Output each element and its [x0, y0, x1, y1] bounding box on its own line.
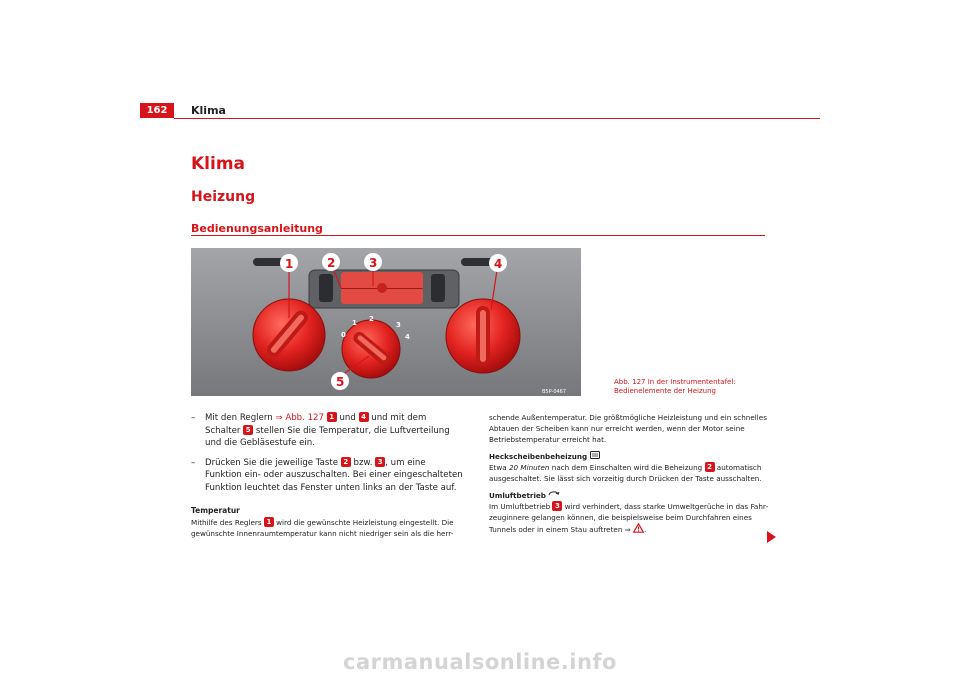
subsection-rule	[191, 235, 765, 236]
badge-3: 3	[552, 501, 562, 511]
badge-1: 1	[327, 412, 337, 422]
dial-number-1: 1	[352, 319, 357, 327]
figure-reference-link[interactable]: ⇒ Abb. 127	[275, 413, 324, 423]
rear-defrost-icon	[590, 451, 600, 459]
heckscheibe-heading: Heckscheibenbeheizung	[489, 451, 771, 462]
page-number: 162	[140, 103, 174, 118]
heater-control-figure	[191, 248, 581, 396]
badge-2: 2	[705, 462, 715, 472]
badge-5: 5	[243, 425, 253, 435]
instruction-item-1: – Mit den Reglern ⇒ Abb. 127 1 und 4 und mit dem Schalter 5 stellen Sie die Temperatur, die Luftverteilung und die Gebläsestufe ein.	[191, 413, 450, 449]
badge-2: 2	[341, 457, 351, 467]
callout-3: 3	[369, 256, 378, 270]
chapter-title: Klima	[191, 154, 246, 174]
dial-number-3: 3	[396, 321, 401, 329]
badge-4: 4	[359, 412, 369, 422]
recirculation-button	[377, 283, 387, 293]
callout-5: 5	[336, 375, 345, 389]
air-distribution-knob	[446, 299, 520, 373]
figure-code: B5P-0467	[542, 389, 567, 395]
heater-panel-illustration	[191, 248, 581, 396]
dial-number-2: 2	[369, 315, 374, 323]
callout-2: 2	[327, 256, 336, 270]
recirculation-icon	[548, 490, 560, 498]
dial-number-0: 0	[341, 331, 346, 339]
umluft-heading: Umluftbetrieb	[489, 490, 771, 501]
watermark: carmanualsonline.info	[343, 650, 617, 674]
subsection-title: Bedienungsanleitung	[191, 222, 323, 235]
badge-1: 1	[264, 517, 274, 527]
badge-3: 3	[375, 457, 385, 467]
callout-1: 1	[285, 257, 294, 271]
heckscheibe-paragraph: Etwa 20 Minuten nach dem Einschalten wird die Beheizung 2 automatisch ausgeschaltet. Sie lässt sich vorzeitig durch Drücken der Taste ausschalten.	[489, 463, 762, 483]
dial-number-4: 4	[405, 333, 410, 341]
figure-caption: Abb. 127 In der Instrumententafel: Bedienelemente der Heizung	[614, 378, 736, 395]
temperatur-paragraph: Mithilfe des Reglers 1 wird die gewünschte Heizleistung eingestellt. Die gewünschte Innenraumtemperatur kann nicht niedriger sein als die herr-	[191, 518, 454, 539]
section-title: Heizung	[191, 189, 256, 205]
running-title: Klima	[191, 104, 226, 117]
text-column-left	[191, 412, 463, 539]
umluft-paragraph: Im Umluftbetrieb 3 wird verhindert, dass starke Umweltgerüche in das Fahrzeuginnere gelangen können, die beispielsweise beim Durchfahren eines Tunnels oder in einem Stau auftreten ⇒ .	[489, 502, 769, 534]
callout-4: 4	[494, 257, 503, 271]
header-rule	[174, 118, 820, 119]
instruction-item-2: – Drücken Sie die jeweilige Taste 2 bzw. 3 , um eine Funktion ein- oder auszuschalten. Bei einer eingeschalteten Funktion leuchtet das Fenster unten links an der Taste auf.	[191, 457, 463, 493]
next-page-arrow-icon[interactable]	[767, 531, 776, 543]
temperatur-heading: Temperatur	[191, 505, 240, 515]
continued-paragraph: schende Außentemperatur. Die größtmögliche Heizleistung und ein schnelles Abtauen der Scheiben kann nur erreicht werden, wenn der Motor seine Betriebstemperatur erreicht hat.	[489, 413, 767, 444]
warning-icon[interactable]	[633, 523, 644, 533]
text-column-right	[489, 412, 771, 535]
